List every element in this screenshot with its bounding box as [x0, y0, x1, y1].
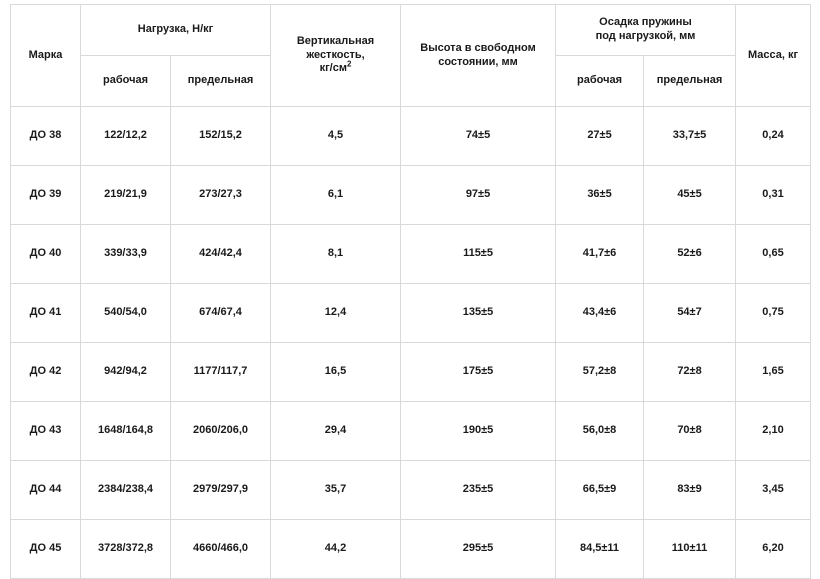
- cell-free-height: 135±5: [401, 284, 556, 343]
- cell-mass: 0,24: [736, 107, 811, 166]
- cell-free-height: 115±5: [401, 225, 556, 284]
- header-load-working: рабочая: [81, 56, 171, 107]
- cell-sag-limit: 110±11: [644, 520, 736, 579]
- cell-sag-working: 36±5: [556, 166, 644, 225]
- cell-sag-limit: 33,7±5: [644, 107, 736, 166]
- header-sag-group-line1: Осадка пружины: [599, 16, 692, 29]
- cell-load-working: 2384/238,4: [81, 461, 171, 520]
- cell-mark: ДО 38: [11, 107, 81, 166]
- cell-sag-limit: 52±6: [644, 225, 736, 284]
- header-row-top: [11, 5, 811, 56]
- cell-load-limit: 273/27,3: [171, 166, 271, 225]
- table-row: [11, 402, 811, 461]
- cell-load-limit: 2979/297,9: [171, 461, 271, 520]
- cell-mark: ДО 42: [11, 343, 81, 402]
- cell-sag-limit: 54±7: [644, 284, 736, 343]
- cell-mark: ДО 44: [11, 461, 81, 520]
- cell-sag-working: 27±5: [556, 107, 644, 166]
- cell-stiffness: 12,4: [271, 284, 401, 343]
- cell-stiffness: 29,4: [271, 402, 401, 461]
- cell-stiffness: 44,2: [271, 520, 401, 579]
- header-load-limit: предельная: [171, 56, 271, 107]
- header-sag-working: рабочая: [556, 56, 644, 107]
- table-row: [11, 461, 811, 520]
- header-stiffness: [271, 5, 401, 107]
- cell-mark: ДО 43: [11, 402, 81, 461]
- cell-free-height: 190±5: [401, 402, 556, 461]
- table-row: [11, 343, 811, 402]
- cell-sag-limit: 45±5: [644, 166, 736, 225]
- cell-mass: 1,65: [736, 343, 811, 402]
- cell-sag-limit: 70±8: [644, 402, 736, 461]
- header-stiffness-line2: жесткость,: [306, 48, 365, 61]
- cell-mark: ДО 45: [11, 520, 81, 579]
- cell-load-limit: 4660/466,0: [171, 520, 271, 579]
- header-stiffness-exponent: 2: [346, 59, 352, 69]
- header-load-group: Нагрузка, Н/кг: [81, 5, 271, 56]
- cell-mass: 0,75: [736, 284, 811, 343]
- cell-free-height: 235±5: [401, 461, 556, 520]
- cell-load-limit: 674/67,4: [171, 284, 271, 343]
- cell-sag-working: 43,4±6: [556, 284, 644, 343]
- table-row: [11, 225, 811, 284]
- cell-free-height: 175±5: [401, 343, 556, 402]
- header-sag-limit: предельная: [644, 56, 736, 107]
- header-stiffness-line1: Вертикальная: [296, 34, 375, 47]
- cell-sag-limit: 72±8: [644, 343, 736, 402]
- cell-free-height: 295±5: [401, 520, 556, 579]
- table-row: [11, 520, 811, 579]
- cell-load-working: 122/12,2: [81, 107, 171, 166]
- cell-load-working: 942/94,2: [81, 343, 171, 402]
- table-row: [11, 107, 811, 166]
- cell-stiffness: 4,5: [271, 107, 401, 166]
- cell-free-height: 74±5: [401, 107, 556, 166]
- cell-load-limit: 424/42,4: [171, 225, 271, 284]
- cell-sag-working: 41,7±6: [556, 225, 644, 284]
- cell-mass: 6,20: [736, 520, 811, 579]
- header-mark: Марка: [11, 5, 81, 107]
- header-sag-group-line2: под нагрузкой, мм: [595, 30, 696, 42]
- cell-sag-working: 84,5±11: [556, 520, 644, 579]
- table-header: [11, 5, 811, 107]
- cell-sag-working: 56,0±8: [556, 402, 644, 461]
- table-row: [11, 166, 811, 225]
- cell-load-limit: 152/15,2: [171, 107, 271, 166]
- header-sag-group: [556, 5, 736, 56]
- cell-load-working: 339/33,9: [81, 225, 171, 284]
- cell-sag-working: 57,2±8: [556, 343, 644, 402]
- cell-mark: ДО 41: [11, 284, 81, 343]
- cell-mark: ДО 39: [11, 166, 81, 225]
- cell-mass: 0,65: [736, 225, 811, 284]
- cell-stiffness: 16,5: [271, 343, 401, 402]
- cell-load-limit: 1177/117,7: [171, 343, 271, 402]
- cell-sag-limit: 83±9: [644, 461, 736, 520]
- cell-mass: 3,45: [736, 461, 811, 520]
- cell-free-height: 97±5: [401, 166, 556, 225]
- cell-mass: 2,10: [736, 402, 811, 461]
- cell-load-working: 1648/164,8: [81, 402, 171, 461]
- cell-sag-working: 66,5±9: [556, 461, 644, 520]
- header-stiffness-line3: кг/см: [319, 62, 347, 75]
- cell-load-working: 3728/372,8: [81, 520, 171, 579]
- table-row: [11, 284, 811, 343]
- cell-load-working: 219/21,9: [81, 166, 171, 225]
- header-mass: Масса, кг: [736, 5, 811, 107]
- cell-mass: 0,31: [736, 166, 811, 225]
- cell-stiffness: 6,1: [271, 166, 401, 225]
- cell-load-working: 540/54,0: [81, 284, 171, 343]
- cell-stiffness: 8,1: [271, 225, 401, 284]
- cell-mark: ДО 40: [11, 225, 81, 284]
- spring-specification-table: [10, 4, 811, 579]
- cell-stiffness: 35,7: [271, 461, 401, 520]
- header-free-height: [401, 5, 556, 107]
- header-free-height-line1: Высота в свободном: [420, 41, 536, 54]
- header-free-height-line2: состоянии, мм: [438, 55, 518, 68]
- cell-load-limit: 2060/206,0: [171, 402, 271, 461]
